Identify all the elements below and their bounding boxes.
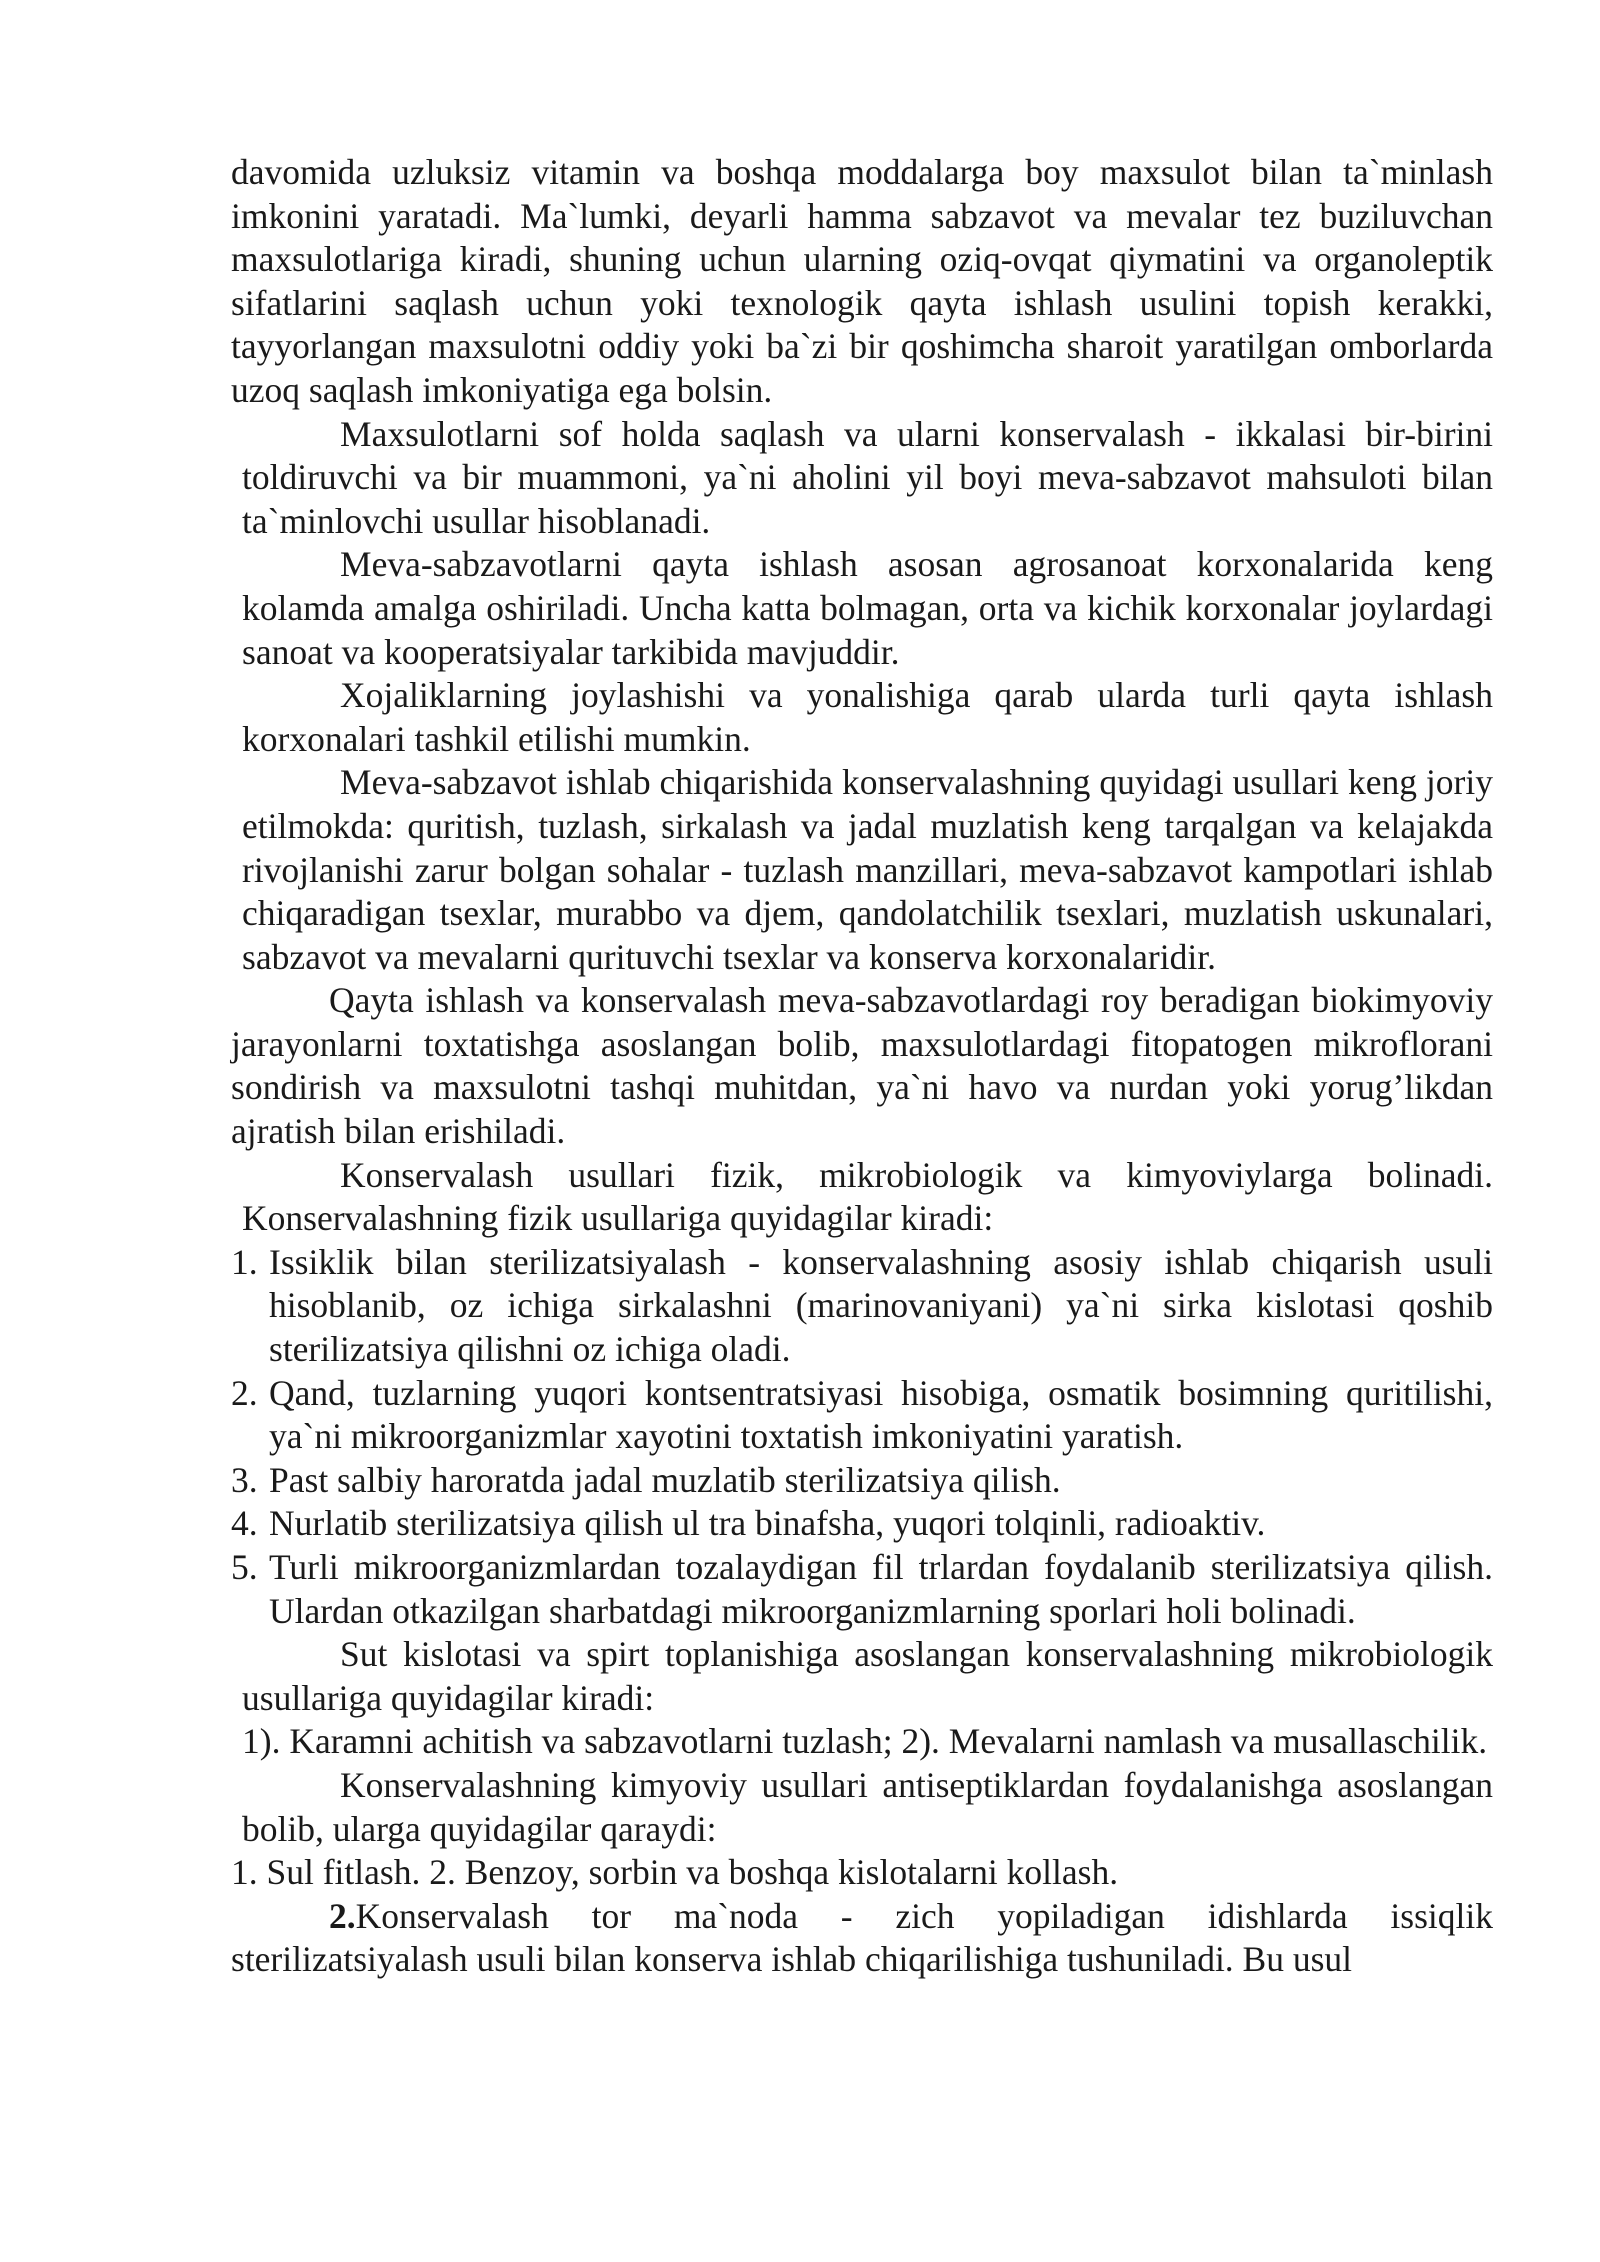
list-item [231,1502,1493,1546]
paragraph-storage: Maxsulotlarni sof holda saqlash va ularni konservalash - ikkalasi bir-birini toldiruvchi va bir muammoni, ya`ni aholini yil boyi meva-sabzavot mahsuloti bilan ta`minlovchi usullar hisoblanadi. [242,413,1493,541]
paragraph-farms: Xojaliklarning joylashishi va yonalishiga qarab ularda turli qayta ishlash korxonalari tashkil etilishi mumkin. [242,675,1493,759]
list-item-text: Past salbiy haroratda jadal muzlatib sterilizatsiya qilish. [269,1459,1061,1500]
list-item-number: 4. [231,1503,258,1544]
paragraph-narrow-text: Konservalash tor ma`noda - zich yopiladigan idishlarda issiqlik sterilizatsiyalash usuli bilan konserva ishlab chiqarilishiga tushuniladi. Bu usul [231,1895,1493,1980]
list-item [231,1546,1493,1633]
list-item-number: 1. [231,1241,258,1282]
paragraph-microbiological-items: 1). Karamni achitish va sabzavotlarni tuzlash; 2). Mevalarni namlash va musallaschilik. [242,1721,1488,1762]
paragraph-narrow-definition [231,1895,1493,1982]
paragraph-chemical-items: 1. Sul fitlash. 2. Benzoy, sorbin va boshqa kislotalarni kollash. [231,1852,1119,1893]
paragraph-intro: davomida uzluksiz vitamin va boshqa moddalarga boy maxsulot bilan ta`minlash imkonini yaratadi. Ma`lumki, deyarli hamma sabzavot va mevalar tez buziluvchan maxsulotlariga kiradi, shuning uchun ularning oziq-ovqat qiymatini va organoleptik sifatlarini saqlash uchun yoki texnologik qayta ishlash usulini topish kerakki, tayyorlangan maxsulotni oddiy yoki ba`zi bir qoshimcha sharoit yaratilgan omborlarda uzoq saqlash imkoniyatiga ega bolsin. [231,152,1493,410]
list-item [231,1459,1493,1503]
page-body [231,151,1493,1982]
paragraph-microbiological: Sut kislotasi va spirt toplanishiga asoslangan konservalashning mikrobiologik usullariga quyidagilar kiradi: [242,1634,1493,1718]
paragraph-classification: Konservalash usullari fizik, mikrobiologik va kimyoviylarga bolinadi. Konservalashning fizik usullariga quyidagilar kiradi: [242,1154,1493,1239]
paragraph-chemical: Konservalashning kimyoviy usullari antiseptiklardan foydalanishga asoslangan bolib, ularga quyidagilar qaraydi: [242,1764,1493,1849]
section-number: 2. [329,1895,356,1936]
physical-methods-list [231,1241,1493,1633]
list-item-number: 3. [231,1459,258,1500]
list-item-text: Issiklik bilan sterilizatsiyalash - konservalashning asosiy ishlab chiqarish usuli hisoblanib, oz ichiga sirkalashni (marinovaniyani) ya`ni sirka kislotasi qoshib sterilizatsiya qilishni oz ichiga oladi. [269,1241,1493,1370]
paragraph-biochemistry: Qayta ishlash va konservalash meva-sabzavotlardagi roy beradigan biokimyoviy jarayonlarni toxtatishga asoslangan bolib, maxsulotlardagi fitopatogen mikroflorani sondirish va maxsulotni tashqi muhitdan, ya`ni havo va nurdan yoki yorug’likdan ajratish bilan erishiladi. [231,980,1493,1152]
list-item-text: Nurlatib sterilizatsiya qilish ul tra binafsha, yuqori tolqinli, radioaktiv. [269,1503,1266,1544]
paragraph-methods: Meva-sabzavot ishlab chiqarishida konservalashning quyidagi usullari keng joriy etilmokda: quritish, tuzlash, sirkalash va jadal muzlatish keng tarqalgan va kelajakda rivojlanishi zarur bolgan sohalar - tuzlash manzillari, meva-sabzavot kampotlari ishlab chiqaradigan tsexlar, murabbo va djem, qandolatchilik tsexlari, muzlatish uskunalari, sabzavot va mevalarni qurituvchi tsexlar va konserva korxonalaridir. [242,762,1493,977]
list-item [231,1241,1493,1372]
list-item-text: Qand, tuzlarning yuqori kontsentratsiyasi hisobiga, osmatik bosimning quritilishi, ya`ni mikroorganizmlar xayotini toxtatish imkoniyatini yaratish. [269,1372,1493,1457]
list-item-text: Turli mikroorganizmlardan tozalaydigan fil trlardan foydalanib sterilizatsiya qilish. Ulardan otkazilgan sharbatdagi mikroorganizmlarning sporlari holi bolinadi. [269,1547,1493,1631]
list-item-number: 2. [231,1372,258,1413]
list-item-number: 5. [231,1547,258,1587]
list-item [231,1372,1493,1459]
paragraph-processing: Meva-sabzavotlarni qayta ishlash asosan agrosanoat korxonalarida keng kolamda amalga oshiriladi. Uncha katta bolmagan, orta va kichik korxonalar joylardagi sanoat va kooperatsiyalar tarkibida mavjuddir. [242,544,1493,672]
